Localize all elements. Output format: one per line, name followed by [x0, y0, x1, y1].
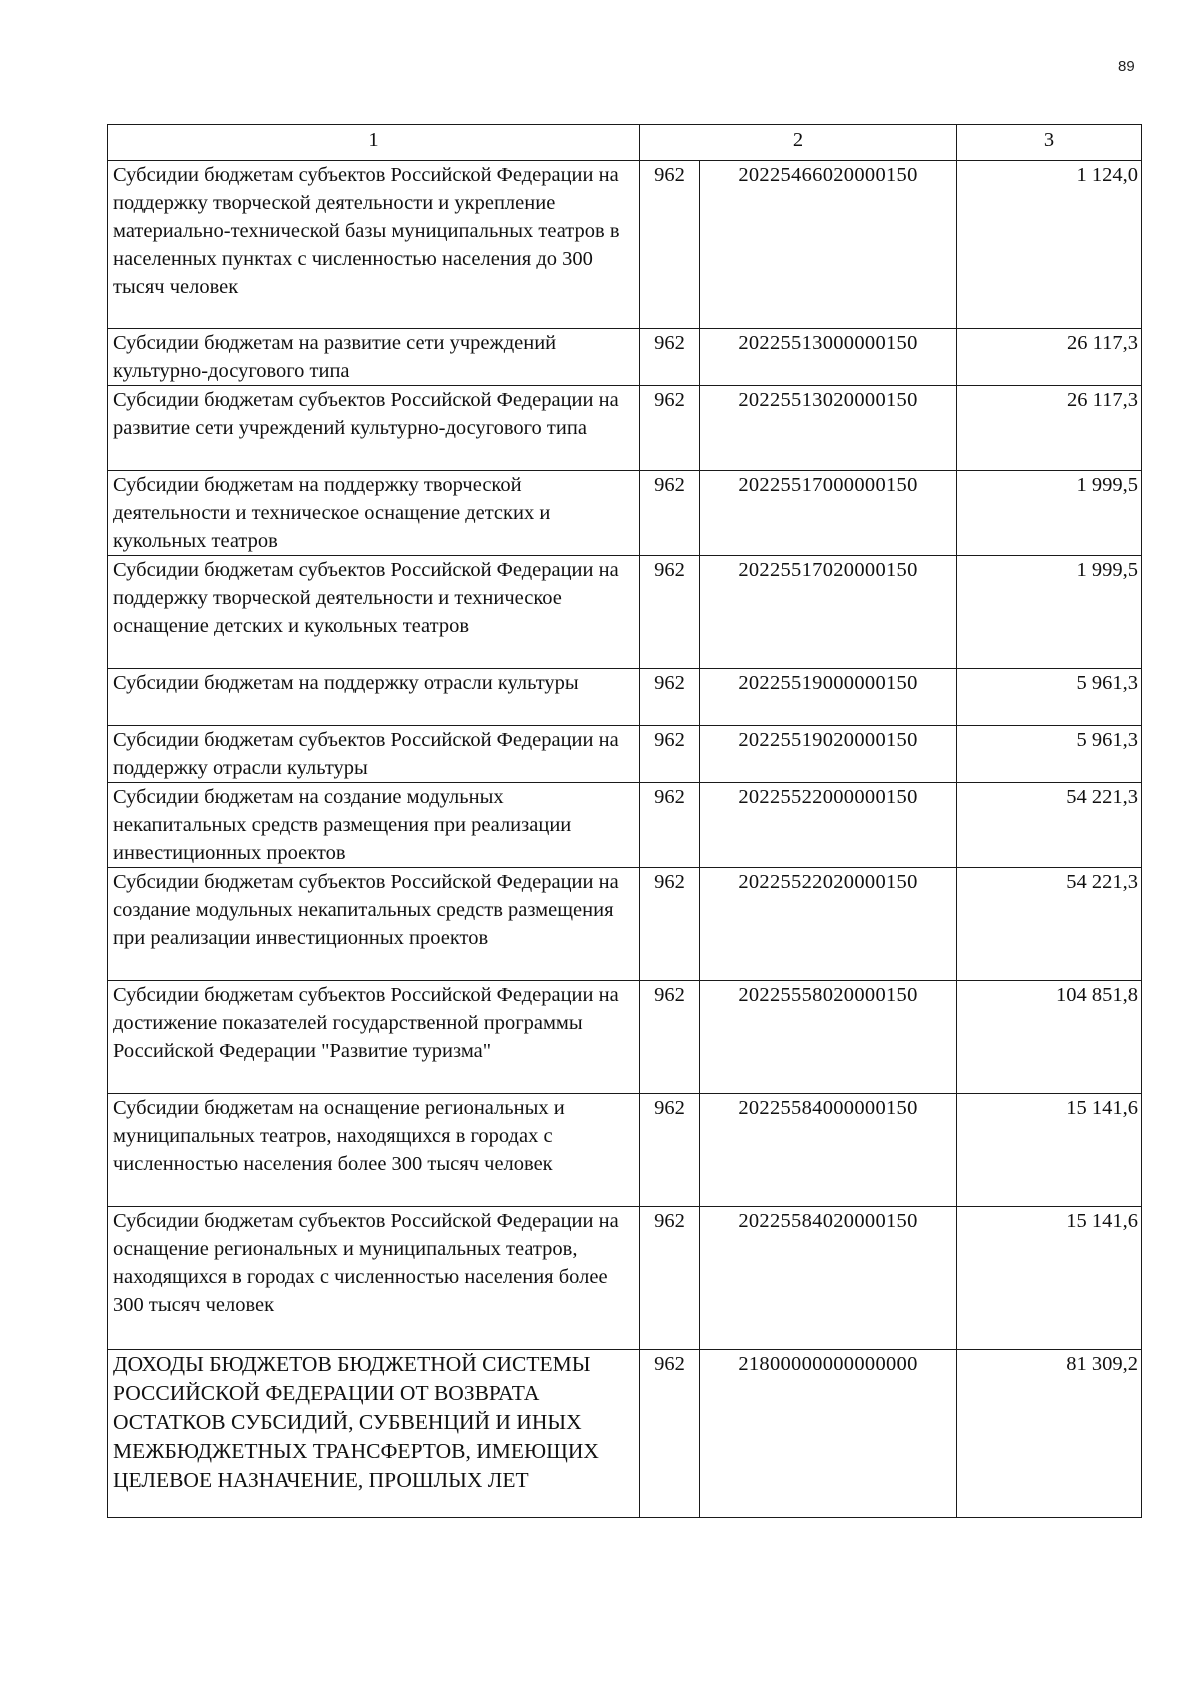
row-description: ДОХОДЫ БЮДЖЕТОВ БЮДЖЕТНОЙ СИСТЕМЫ РОССИЙСКОЙ ФЕДЕРАЦИИ ОТ ВОЗВРАТА ОСТАТКОВ СУБСИДИЙ, СУБВЕНЦИЙ И ИНЫХ МЕЖБЮДЖЕТНЫХ ТРАНСФЕРТОВ, ИМЕЮЩИХ ЦЕЛЕВОЕ НАЗНАЧЕНИЕ, ПРОШЛЫХ ЛЕТ: [108, 1350, 640, 1518]
header-col-1: 1: [108, 125, 640, 161]
row-amount: 1 999,5: [957, 471, 1142, 556]
table-row: [108, 669, 1142, 726]
row-description: Субсидии бюджетам субъектов Российской Федерации на развитие сети учреждений культурно-досугового типа: [108, 386, 640, 471]
table-header-row: [108, 125, 1142, 161]
row-admin-code: 962: [640, 386, 700, 471]
row-admin-code: 962: [640, 783, 700, 868]
row-admin-code: 962: [640, 1207, 700, 1350]
row-amount: 54 221,3: [957, 783, 1142, 868]
row-budget-code: 20225522000000150: [700, 783, 957, 868]
row-amount: 54 221,3: [957, 868, 1142, 981]
page-number: 89: [1118, 58, 1135, 75]
table-row: [108, 1350, 1142, 1518]
row-amount: 104 851,8: [957, 981, 1142, 1094]
table-row: [108, 1094, 1142, 1207]
row-budget-code: 20225513020000150: [700, 386, 957, 471]
row-description: Субсидии бюджетам субъектов Российской Федерации на поддержку отрасли культуры: [108, 726, 640, 783]
row-amount: 5 961,3: [957, 669, 1142, 726]
row-budget-code: 21800000000000000: [700, 1350, 957, 1518]
row-budget-code: 20225584020000150: [700, 1207, 957, 1350]
row-admin-code: 962: [640, 1094, 700, 1207]
budget-table: [107, 124, 1142, 1518]
row-admin-code: 962: [640, 981, 700, 1094]
row-admin-code: 962: [640, 556, 700, 669]
row-description: Субсидии бюджетам субъектов Российской Федерации на поддержку творческой деятельности и техническое оснащение детских и кукольных театров: [108, 556, 640, 669]
row-admin-code: 962: [640, 669, 700, 726]
header-col-3: 3: [957, 125, 1142, 161]
row-admin-code: 962: [640, 868, 700, 981]
row-budget-code: 20225466020000150: [700, 161, 957, 329]
table-row: [108, 783, 1142, 868]
row-budget-code: 20225519000000150: [700, 669, 957, 726]
row-amount: 1 124,0: [957, 161, 1142, 329]
row-description: Субсидии бюджетам субъектов Российской Федерации на достижение показателей государственной программы Российской Федерации "Развитие туризма": [108, 981, 640, 1094]
row-description: Субсидии бюджетам на поддержку отрасли культуры: [108, 669, 640, 726]
row-budget-code: 20225513000000150: [700, 329, 957, 386]
row-amount: 15 141,6: [957, 1094, 1142, 1207]
table-row: [108, 726, 1142, 783]
table-row: [108, 556, 1142, 669]
row-admin-code: 962: [640, 471, 700, 556]
table-row: [108, 329, 1142, 386]
table-row: [108, 868, 1142, 981]
row-admin-code: 962: [640, 161, 700, 329]
row-description: Субсидии бюджетам на развитие сети учреждений культурно-досугового типа: [108, 329, 640, 386]
row-budget-code: 20225584000000150: [700, 1094, 957, 1207]
row-amount: 15 141,6: [957, 1207, 1142, 1350]
row-description: Субсидии бюджетам субъектов Российской Федерации на поддержку творческой деятельности и укрепление материально-технической базы муниципальных театров в населенных пунктах с численностью населения до 300 тысяч человек: [108, 161, 640, 329]
row-budget-code: 20225517000000150: [700, 471, 957, 556]
table-row: [108, 161, 1142, 329]
row-amount: 1 999,5: [957, 556, 1142, 669]
row-budget-code: 20225522020000150: [700, 868, 957, 981]
table-row: [108, 981, 1142, 1094]
row-admin-code: 962: [640, 726, 700, 783]
row-budget-code: 20225519020000150: [700, 726, 957, 783]
row-admin-code: 962: [640, 329, 700, 386]
table-row: [108, 1207, 1142, 1350]
row-budget-code: 20225517020000150: [700, 556, 957, 669]
row-amount: 26 117,3: [957, 329, 1142, 386]
row-budget-code: 20225558020000150: [700, 981, 957, 1094]
row-amount: 81 309,2: [957, 1350, 1142, 1518]
table-row: [108, 386, 1142, 471]
row-admin-code: 962: [640, 1350, 700, 1518]
row-amount: 5 961,3: [957, 726, 1142, 783]
table-row: [108, 471, 1142, 556]
row-description: Субсидии бюджетам субъектов Российской Федерации на создание модульных некапитальных средств размещения при реализации инвестиционных проектов: [108, 868, 640, 981]
row-description: Субсидии бюджетам на оснащение региональных и муниципальных театров, находящихся в городах с численностью населения более 300 тысяч человек: [108, 1094, 640, 1207]
row-amount: 26 117,3: [957, 386, 1142, 471]
row-description: Субсидии бюджетам на поддержку творческой деятельности и техническое оснащение детских и кукольных театров: [108, 471, 640, 556]
row-description: Субсидии бюджетам субъектов Российской Федерации на оснащение региональных и муниципальных театров, находящихся в городах с численностью населения более 300 тысяч человек: [108, 1207, 640, 1350]
row-description: Субсидии бюджетам на создание модульных некапитальных средств размещения при реализации инвестиционных проектов: [108, 783, 640, 868]
header-col-2: 2: [640, 125, 957, 161]
